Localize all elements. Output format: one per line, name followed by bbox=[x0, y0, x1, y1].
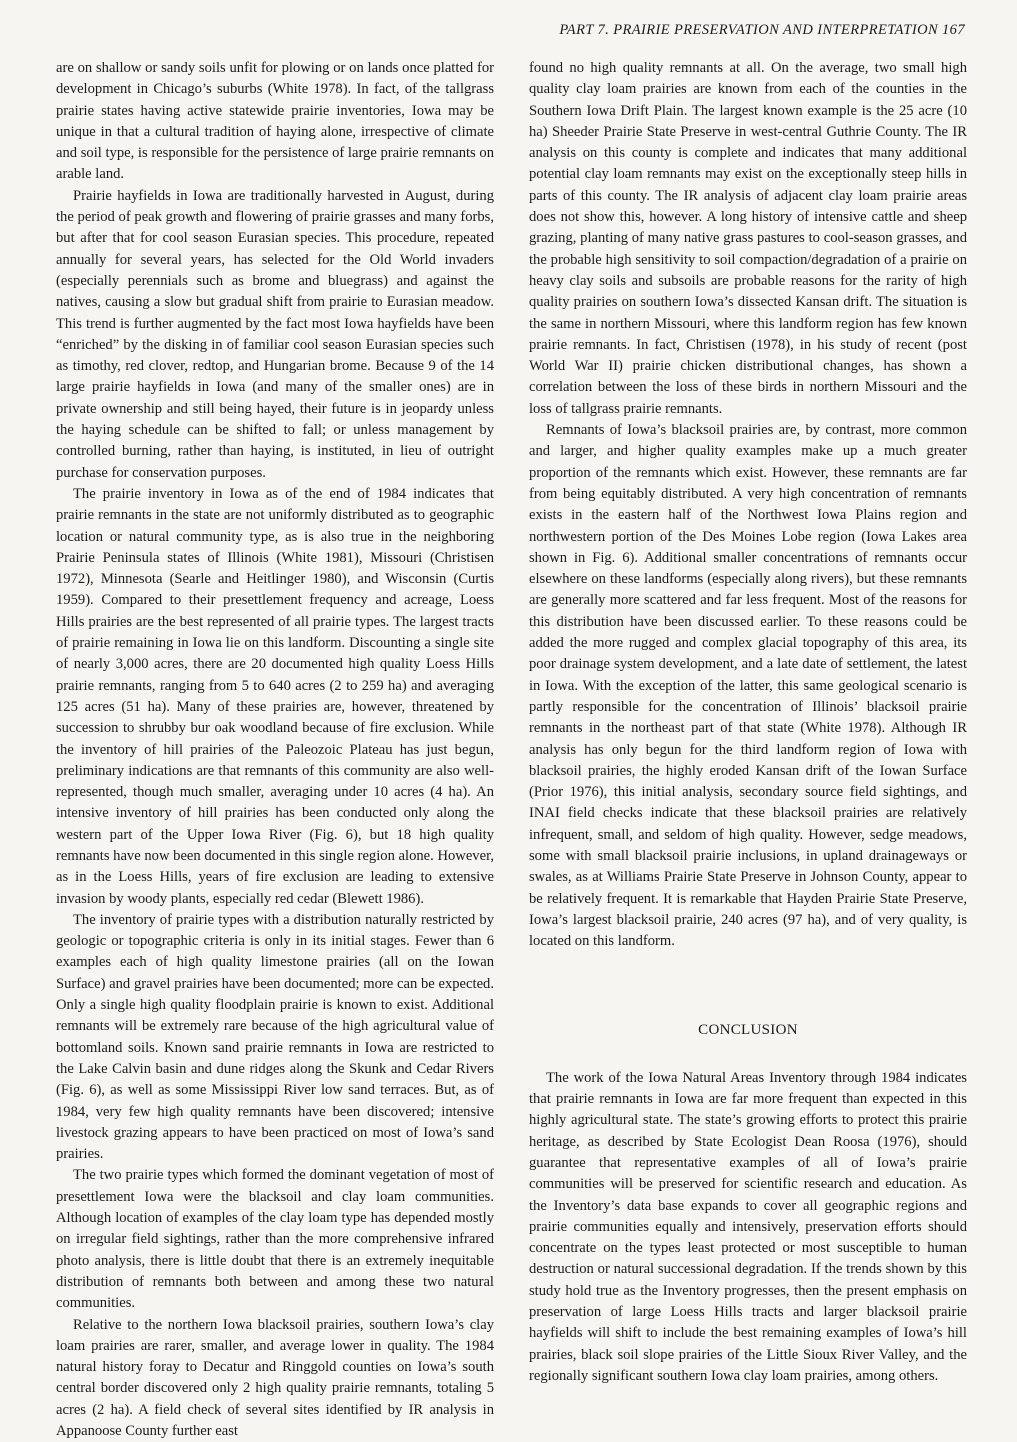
body-paragraph: The two prairie types which formed the dominant vegetation of most of presettlement Iowa were the blacksoil and clay loam communities. Although location of examples of the clay loam type has depended mostly on irregular field sightings, rather than the more comprehensive infrared photo analysis, there is little doubt that there is an extremely inequitable distribution of remnants both between and among these two natural communities. bbox=[56, 1167, 494, 1312]
body-paragraph: The prairie inventory in Iowa as of the end of 1984 indicates that prairie remnants in the state are not uniformly distributed as to geographic location or natural community type, as is also true in the neighboring Prairie Peninsula states of Illinois (White 1981), Missouri (Christisen 1972), Minnesota (Searle and Heitlinger 1980), and Wisconsin (Curtis 1959). Compared to their presettlement frequency and acreage, Loess Hills prairies are the best represented of all prairie types. The largest tracts of prairie remaining in Iowa lie on this landform. Discounting a single site of nearly 3,000 acres, there are 20 documented high quality Loess Hills prairie remnants, ranging from 5 to 640 acres (2 to 259 ha) and averaging 125 acres (51 ha). Many of these prairies are, however, threatened by succession to shrubby bur oak woodland because of fire exclusion. While the inventory of hill prairies of the Paleozoic Plateau has just begun, preliminary indications are that remnants of this community are also well-represented, though much smaller, averaging under 10 acres (4 ha). An intensive inventory of hill prairies has been conducted only along the western part of the Upper Iowa River (Fig. 6), but 18 high quality remnants have now been documented in this single region alone. However, as in the Loess Hills, years of fire exclusion are leading to extensive invasion by woody plants, especially red cedar (Blewett 1986). bbox=[56, 485, 494, 907]
left-column bbox=[56, 58, 494, 1442]
body-paragraph: The inventory of prairie types with a distribution naturally restricted by geologic or topographic criteria is only in its initial stages. Fewer than 6 examples each of high quality limestone prairies (all on the Iowan Surface) and gravel prairies have been documented; more can be expected. Only a single high quality floodplain prairie is known to exist. Additional remnants will be extremely rare because of the high agricultural value of bottomland soils. Known sand prairie remnants in Iowa are restricted to the Lake Calvin basin and dune ridges along the Skunk and Cedar Rivers (Fig. 6), as well as some Mississippi River low sand terraces. But, as of 1984, very few high quality remnants have been discovered; intensive livestock grazing appears to have been practiced on most of Iowa’s sand prairies. bbox=[56, 911, 494, 1163]
section-heading-conclusion: CONCLUSION bbox=[698, 1022, 798, 1039]
body-paragraph: Remnants of Iowa’s blacksoil prairies are, by contrast, more common and larger, and higher quality examples make up a much greater proportion of the remnants which exist. However, these remnants are far from being equitably distributed. A very high concentration of remnants exists in the eastern half of the Northwest Iowa Plains region and northwestern portion of the Des Moines Lobe region (Iowa Lakes area shown in Fig. 6). Additional smaller concentrations of remnants occur elsewhere on these landforms (especially along rivers), but these remnants are generally more scattered and far less frequent. Most of the reasons for this distribution have been discussed earlier. To these reasons could be added the more rugged and complex glacial topography of this area, its poor drainage system development, and a late date of settlement, the latest in Iowa. With the exception of the latter, this same geological scenario is partly responsible for the concentration of Illinois’ blacksoil prairie remnants in the northeast part of that state (White 1978). Although IR analysis has only begun for the third landform region of Iowa with blacksoil prairies, the highly eroded Kansan drift of the Iowan Surface (Prior 1976), this initial analysis, secondary source field sightings, and INAI field checks indicate that these blacksoil prairies are relatively infrequent, small, and seldom of high quality. However, sedge meadows, some with small blacksoil prairie inclusions, in upland drainageways or swales, as at Williams Prairie State Preserve in Johnson County, appear to be relatively frequent. It is remarkable that Hayden Prairie State Preserve, Iowa’s largest blacksoil prairie, 240 acres (97 ha), and of very quality, is located on this landform. bbox=[529, 422, 967, 950]
body-paragraph: Prairie hayfields in Iowa are traditionally harvested in August, during the period of peak growth and flowering of prairie grasses and many forbs, but after that for cool season Eurasian species. This procedure, repeated annually for several years, has selected for the Old World invaders (especially perennials such as brome and bluegrass) and against the natives, causing a slow but gradual shift from prairie to Eurasian meadow. This trend is further augmented by the fact most Iowa hayfields have been “enriched” by the disking in of familiar cool season Eurasian species such as timothy, red clover, redtop, and Hungarian brome. Because 9 of the 14 large prairie hayfields in Iowa (and many of the smaller ones) are in private ownership and still being hayed, their future is in jeopardy unless the haying schedule can be shifted to fall; or unless management by controlled burning, rather than haying, is instituted, in lieu of outright purchase for conservation purposes. bbox=[56, 187, 494, 481]
body-paragraph: Relative to the northern Iowa blacksoil prairies, southern Iowa’s clay loam prairies are rarer, smaller, and average lower in quality. The 1984 natural history foray to Decatur and Ringgold counties on Iowa’s south central border discovered only 2 high quality prairie remnants, totaling 5 acres (2 ha). A field check of several sites identified by IR analysis in Appanoose County further east bbox=[56, 1316, 494, 1439]
conclusion-paragraph: The work of the Iowa Natural Areas Inventory through 1984 indicates that prairie remnants in Iowa are far more frequent than expected in this highly agricultural state. The state’s growing efforts to protect this prairie heritage, as described by State Ecologist Dean Roosa (1976), should guarantee that representative examples of all of Iowa’s prairie communities will be preserved for scientific research and education. As the Inventory’s data base expands to cover all geographic regions and prairie communities equally and intensively, preservation efforts should concentrate on the types least protected or most susceptible to human destruction or natural successional degradation. If the trends shown by this study hold true as the Inventory progresses, then the present emphasis on preservation of large Loess Hills tracts and larger blacksoil prairie hayfields will shift to include the best remaining examples of Iowa’s hill prairies, black soil slope prairies of the Little Sioux River Valley, and the regionally significant southern Iowa clay loam prairies, among others. bbox=[529, 1069, 967, 1384]
right-column bbox=[529, 58, 967, 1387]
body-paragraph: found no high quality remnants at all. On the average, two small high quality clay loam prairies are known from each of the counties in the Southern Iowa Drift Plain. The largest known example is the 25 acre (10 ha) Sheeder Prairie State Preserve in west-central Guthrie County. The IR analysis on this county is complete and indicates that many additional potential clay loam remnants may exist on the exceptionally steep hills in parts of this county. The IR analysis of adjacent clay loam prairie areas does not show this, however. A long history of intensive cattle and sheep grazing, planting of many native grass pastures to cool-season grasses, and the probable high sensitivity to soil compaction/degradation of a prairie on heavy clay soils and subsoils are probable reasons for the rarity of high quality prairies on southern Iowa’s dissected Kansan drift. The situation is the same in northern Missouri, where this landform region has few known prairie remnants. In fact, Christisen (1978), in his study of recent (post World War II) prairie chicken distributional changes, has shown a correlation between the loss of these birds in northern Missouri and the loss of tallgrass prairie remnants. bbox=[529, 60, 967, 417]
body-paragraph: are on shallow or sandy soils unfit for plowing or on lands once platted for development in Chicago’s suburbs (White 1978). In fact, of the tallgrass prairie states having active statewide prairie inventories, Iowa may be unique in that a cultural tradition of haying alone, irrespective of climate and soil type, is responsible for the persistence of large prairie remnants on arable land. bbox=[56, 60, 494, 183]
running-head: PART 7. PRAIRIE PRESERVATION AND INTERPRETATION 167 bbox=[559, 22, 965, 38]
